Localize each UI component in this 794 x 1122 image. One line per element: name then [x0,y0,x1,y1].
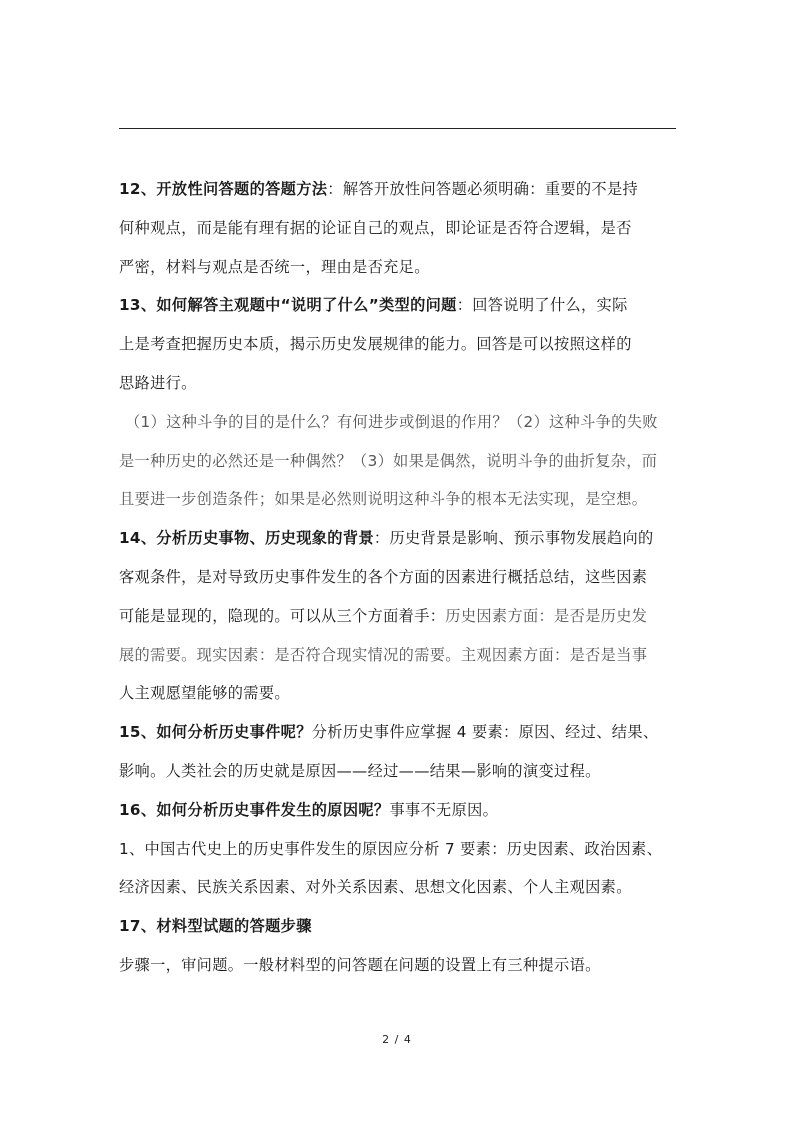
paragraph-16: 16、如何分析历史事件发生的原因呢？事事不无原因。 [119,800,499,819]
paragraph-12: 12、开放性问答题的答题方法：解答开放性问答题必须明确：重要的不是持 [119,180,639,198]
paragraph-17 [119,907,679,946]
heading-13: 13、如何解答主观题中“说明了什么”类型的问题 [119,296,457,315]
paragraph-15: 15、如何分析历史事件呢？分析历史事件应掌握 4 要素：原因、经过、结果、 [119,723,659,742]
page-number: 2 / 4 [382,1033,412,1046]
heading-17: 17、材料型试题的答题步骤 [119,917,312,936]
header-rule [119,128,676,129]
heading-15: 15、如何分析历史事件呢？ [119,723,312,742]
paragraph-line: 1、中国古代史上的历史事件发生的原因应分析 7 要素：历史因素、政治因素、 [119,839,663,858]
paragraph-line: 经济因素、民族关系因素、对外关系因素、思想文化因素、个人主观因素。 [119,878,632,897]
paragraph-line: 思路进行。 [119,373,197,392]
paragraph-13: 13、如何解答主观题中“说明了什么”类型的问题：回答说明了什么，实际 [119,296,628,315]
paragraph-line: 客观条件，是对导致历史事件发生的各个方面的因素进行概括总结，这些因素 [119,567,648,586]
paragraph-line: 何种观点，而是能有理有据的论证自己的观点，即论证是否符合逻辑，是否 [119,218,632,237]
paragraph-line: 是一种历史的必然还是一种偶然？（3）如果是偶然，说明斗争的曲折复杂，而 [119,451,658,470]
document-body [119,170,679,985]
heading-12: 12、开放性问答题的答题方法 [119,180,328,198]
heading-14: 14、分析历史事物、历史现象的背景 [119,529,374,548]
paragraph-line: （1）这种斗争的目的是什么？有何进步或倒退的作用？（2）这种斗争的失败 [125,412,658,431]
paragraph-14: 14、分析历史事物、历史现象的背景：历史背景是影响、预示事物发展趋向的 [119,529,654,548]
paragraph-line: 严密，材料与观点是否统一，理由是否充足。 [119,257,430,276]
paragraph-line: 上是考查把握历史本质，揭示历史发展规律的能力。回答是可以按照这样的 [119,335,632,354]
paragraph-line: 影响。人类社会的历史就是原因——经过——结果—影响的演变过程。 [119,761,601,780]
paragraph-line: 且要进一步创造条件；如果是必然则说明这种斗争的根本无法实现，是空想。 [119,490,648,509]
heading-16: 16、如何分析历史事件发生的原因呢？ [119,800,390,819]
paragraph-line: 人主观愿望能够的需要。 [119,684,290,703]
paragraph-line: 展的需要。现实因素：是否符合现实情况的需要。主观因素方面：是否是当事 [119,645,648,664]
paragraph-line: 可能是显现的，隐现的。可以从三个方面着手：历史因素方面：是否是历史发 [119,606,648,625]
paragraph-line: 步骤一，审问题。一般材料型的问答题在问题的设置上有三种提示语。 [119,955,601,974]
